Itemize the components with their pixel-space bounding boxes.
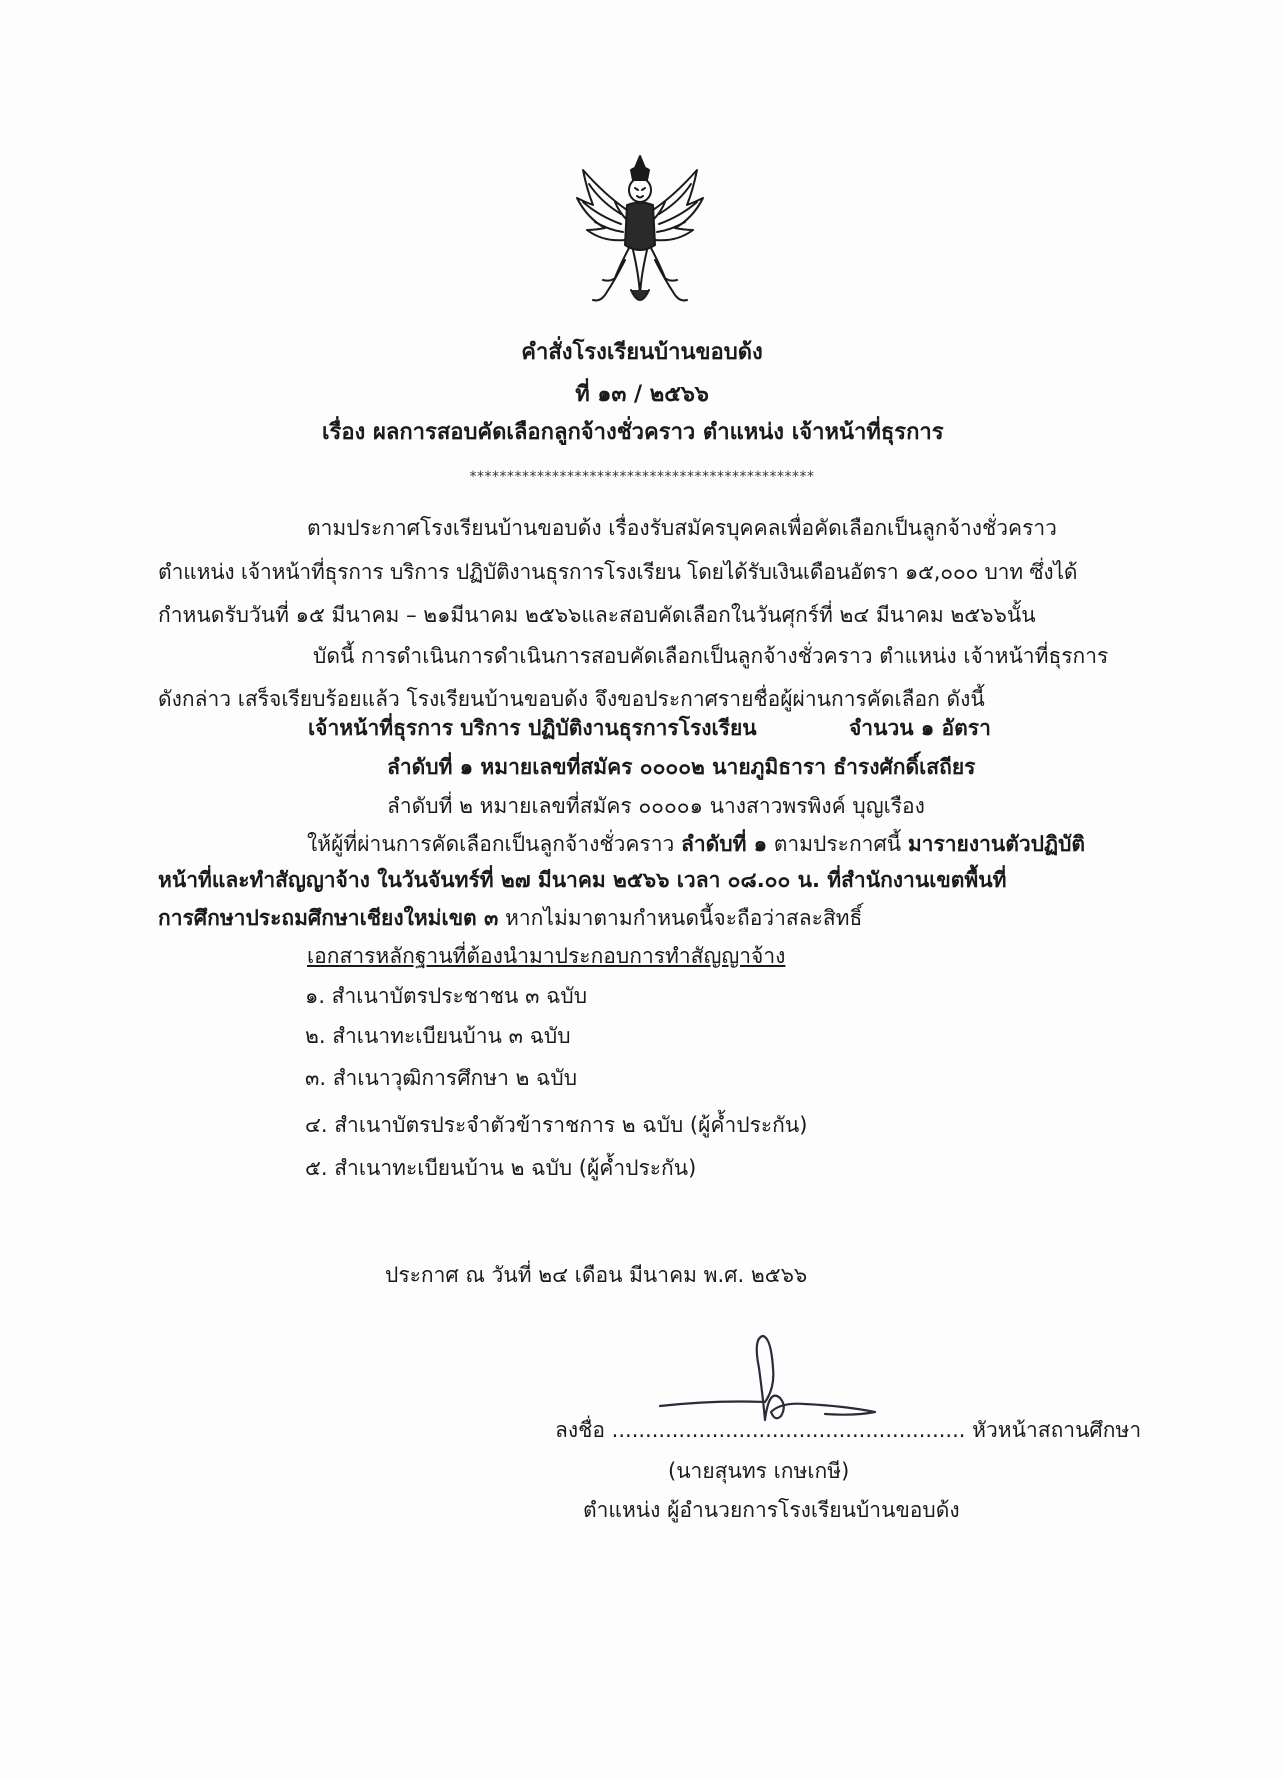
signer-name: (นายสุนทร เกษเกษี): [668, 1459, 850, 1483]
signer-position: ตำแหน่ง ผู้อำนวยการโรงเรียนบ้านขอบด้ง: [583, 1498, 960, 1522]
paragraph-2-line-1: บัดนี้ การดำเนินการดำเนินการสอบคัดเลือกเป็นลูกจ้างชั่วคราว ตำแหน่ง เจ้าหน้าที่ธุรการ: [313, 644, 1109, 668]
separator-line: **********************************************: [469, 469, 815, 485]
paragraph-3-line-3: [158, 903, 862, 933]
order-title: คำสั่งโรงเรียนบ้านขอบด้ง: [521, 340, 763, 365]
paragraph-3-rank: ลำดับที่ ๑: [680, 832, 768, 856]
position-label: เจ้าหน้าที่ธุรการ บริการ ปฏิบัติงานธุรการโรงเรียน: [308, 716, 757, 740]
paragraph-1-line-2: ตำแหน่ง เจ้าหน้าที่ธุรการ บริการ ปฏิบัติงานธุรการโรงเรียน โดยได้รับเงินเดือนอัตรา ๑๕,๐๐๐ บาท ซึ่งได้: [158, 560, 1078, 584]
paragraph-3-text-a: ให้ผู้ที่ผ่านการคัดเลือกเป็นลูกจ้างชั่วคราว: [307, 832, 681, 856]
document-item-3: ๓. สำเนาวุฒิการศึกษา ๒ ฉบับ: [305, 1066, 578, 1090]
position-count: จำนวน ๑ อัตรา: [849, 716, 991, 740]
document-item-5: ๕. สำเนาทะเบียนบ้าน ๒ ฉบับ (ผู้ค้ำประกัน): [305, 1156, 697, 1180]
paragraph-1-line-3: กำหนดรับวันที่ ๑๕ มีนาคม – ๒๑มีนาคม ๒๕๖๖และสอบคัดเลือกในวันศุกร์ที่ ๒๔ มีนาคม ๒๕๖๖นั้น: [158, 603, 1036, 627]
signature-line: ลงชื่อ ..................................................... หัวหน้าสถานศึกษา: [555, 1418, 1142, 1442]
rank-2-entry: ลำดับที่ ๒ หมายเลขที่สมัคร ๐๐๐๐๑ นางสาวพรพิงค์ บุญเรือง: [387, 794, 925, 818]
order-subject: เรื่อง ผลการสอบคัดเลือกลูกจ้างชั่วคราว ตำแหน่ง เจ้าหน้าที่ธุรการ: [322, 420, 944, 445]
paragraph-3-report: มารายงานตัวปฏิบัติ: [907, 832, 1086, 856]
document-item-1: ๑. สำเนาบัตรประชาชน ๓ ฉบับ: [305, 984, 588, 1008]
announcement-date: ประกาศ ณ วันที่ ๒๔ เดือน มีนาคม พ.ศ. ๒๕๖๖: [385, 1263, 808, 1287]
document-item-4: ๔. สำเนาบัตรประจำตัวข้าราชการ ๒ ฉบับ (ผู้ค้ำประกัน): [305, 1113, 808, 1137]
rank-1-entry: ลำดับที่ ๑ หมายเลขที่สมัคร ๐๐๐๐๒ นายภูมิธารา ธำรงศักดิ์เสถียร: [387, 755, 976, 779]
document-item-2: ๒. สำเนาทะเบียนบ้าน ๓ ฉบับ: [305, 1024, 571, 1048]
garuda-emblem-icon: [565, 150, 715, 315]
documents-heading: เอกสารหลักฐานที่ต้องนำมาประกอบการทำสัญญาจ้าง: [307, 944, 786, 968]
paragraph-3-forfeit: หากไม่มาตามกำหนดนี้จะถือว่าสละสิทธิ์: [498, 906, 863, 930]
paragraph-1-line-1: ตามประกาศโรงเรียนบ้านขอบด้ง เรื่องรับสมัครบุคคลเพื่อคัดเลือกเป็นลูกจ้างชั่วคราว: [307, 516, 1057, 540]
paragraph-3-office: การศึกษาประถมศึกษาเชียงใหม่เขต ๓: [158, 906, 499, 930]
handwritten-signature: [655, 1328, 890, 1428]
paragraph-3-line-1: [307, 829, 1085, 859]
paragraph-2-line-2: ดังกล่าว เสร็จเรียบร้อยแล้ว โรงเรียนบ้านขอบด้ง จึงขอประกาศรายชื่อผู้ผ่านการคัดเลือก ดังนี้: [158, 687, 985, 711]
paragraph-3-line-2: หน้าที่และทำสัญญาจ้าง ในวันจันทร์ที่ ๒๗ มีนาคม ๒๕๖๖ เวลา ๐๘.๐๐ น. ที่สำนักงานเขตพื้นที่: [158, 868, 1007, 892]
order-number: ที่ ๑๓ / ๒๕๖๖: [575, 382, 709, 407]
paragraph-3-text-c: ตามประกาศนี้: [767, 832, 908, 856]
